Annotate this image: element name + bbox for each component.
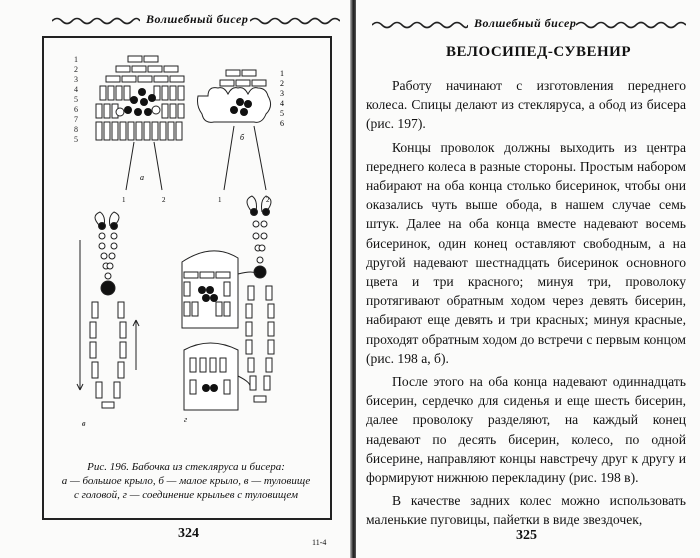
- sub-label: г: [184, 415, 188, 424]
- running-header: Волшебный бисер: [474, 16, 577, 30]
- running-header: Волшебный бисер: [146, 12, 249, 26]
- row-number: 4: [74, 85, 78, 94]
- sub-label: в: [82, 419, 86, 428]
- assembly-g: [182, 251, 238, 410]
- large-wing-a: [96, 56, 184, 140]
- printer-signature: 11-4: [312, 538, 327, 547]
- row-numbers-a: [74, 55, 78, 144]
- caption-line: с головой, г — соединение крыльев с туловищем: [73, 489, 299, 501]
- row-number: 1: [280, 69, 284, 78]
- sub-label: б: [240, 133, 245, 142]
- row-number: 3: [280, 89, 284, 98]
- butterfly-diagram: [44, 40, 326, 450]
- wire-lines-a: [126, 142, 162, 190]
- row-number: 7: [74, 115, 78, 124]
- paragraph: Работу начинают с изготовления переднего колеса. Спицы делают из стекляруса, а обод из бисера (рис. 197).: [366, 78, 686, 132]
- wire-label: 1: [218, 196, 222, 204]
- row-numbers-b: [280, 69, 284, 128]
- caption-line: а — большое крыло, б — малое крыло, в — туловище: [61, 475, 311, 487]
- header-ornament-right: [250, 16, 340, 26]
- row-number: 2: [74, 65, 78, 74]
- sub-label: а: [140, 173, 144, 182]
- header-ornament-left: [52, 16, 140, 26]
- page-number: 325: [516, 528, 537, 543]
- wire-lines-b: [224, 126, 266, 190]
- small-wing-b: [198, 70, 271, 122]
- row-number: 1: [74, 55, 78, 64]
- row-number: 4: [280, 99, 284, 108]
- row-number: 5: [280, 109, 284, 118]
- body-text: [366, 76, 686, 534]
- body-in: [90, 212, 126, 408]
- arrow-left: [77, 240, 83, 390]
- paragraph: В качестве задних колес можно использовать маленькие пуговицы, пайетки в виде звездочек,: [366, 493, 686, 528]
- row-number: 5: [74, 135, 78, 144]
- caption-line: Рис. 196. Бабочка из стекляруса и бисера:: [87, 461, 285, 473]
- chapter-title: ВЕЛОСИПЕД-СУВЕНИР: [446, 44, 631, 60]
- assembly-body: [246, 196, 274, 402]
- right-page: [356, 0, 700, 558]
- header-ornament-right: [576, 20, 686, 30]
- wire-label: 2: [162, 196, 166, 204]
- row-number: 8: [74, 125, 78, 134]
- wire-label: 1: [122, 196, 126, 204]
- page-number: 324: [178, 526, 199, 541]
- header-ornament-left: [372, 20, 468, 30]
- figure-caption: [50, 460, 322, 502]
- paragraph: Концы проволок должны выходить из центра переднего колеса в разные стороны. Простым набором набирают на оба конца столько бисеринок, чтобы они оказались чуть выше обода, в нашем случае семь штук. Далее на оба конца вместе надевают восемь бисеринок, один конец оставляют свободным, а на другой надевают шестнадцать бисеринок основного цвета и три красного; минуя три, проволоку протягивают обратным ходом через девять бисерин, набирают еще девять и три красных; минуя красные, проходят обратным ходом до встречи с первым концом (рис. 198 а, б).: [366, 139, 686, 366]
- row-number: 6: [74, 105, 78, 114]
- wire-label: 2: [266, 196, 270, 204]
- arrow-right: [133, 320, 139, 370]
- row-number: 3: [74, 75, 78, 84]
- row-number: 2: [280, 79, 284, 88]
- row-number: 6: [280, 119, 284, 128]
- row-number: 5: [74, 95, 78, 104]
- paragraph: После этого на оба конца надевают одиннадцать бисерин, сердечко для сиденья и еще шесть бисерин, далее проволоку разделяют, на каждый конец надевают по десять бисерин, колесо, по одной бисерине, направляют концы навстречу друг к другу и формируют нижнюю перекладину (рис. 198 в).: [366, 374, 686, 486]
